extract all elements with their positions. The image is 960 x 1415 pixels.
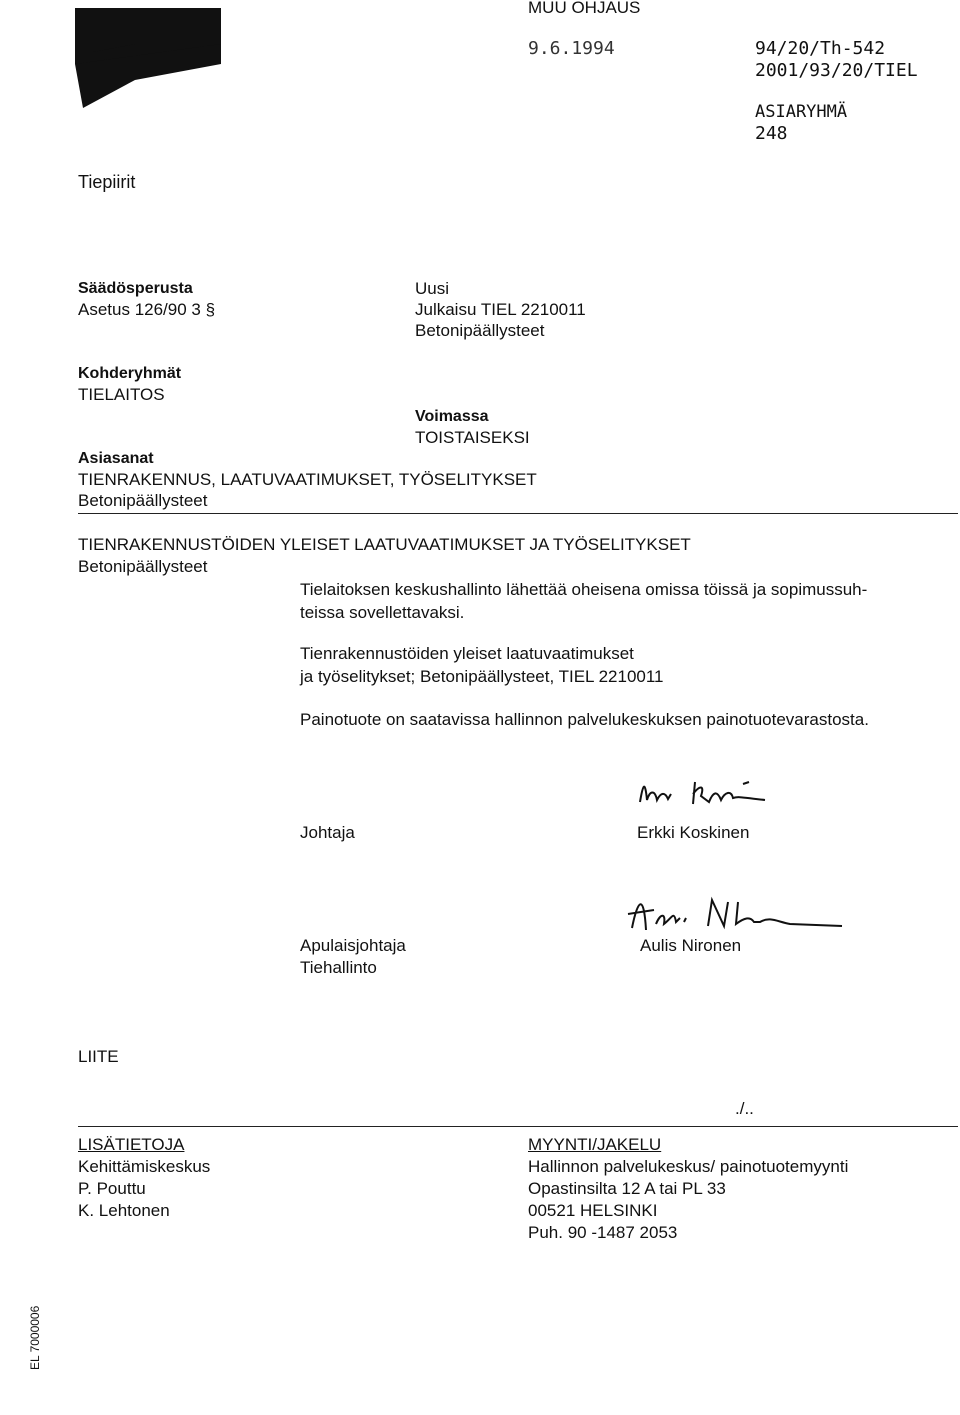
role-apulaisjohtaja: Apulaisjohtaja (300, 936, 406, 955)
paragraph-1-line-1: Tielaitoksen keskushallinto lähettää oheisena omissa töissä ja sopimussuh- (300, 580, 868, 599)
reference-number-1: 94/20/Th-542 (755, 38, 886, 59)
kohderyhmat-value: TIELAITOS (78, 385, 165, 404)
header-divider (78, 513, 958, 514)
myynti-jakelu-label: MYYNTI/JAKELU (528, 1135, 662, 1154)
recipient: Tiepiirit (78, 172, 136, 192)
liite-label: LIITE (78, 1047, 119, 1066)
name-aulis-nironen: Aulis Nironen (640, 936, 742, 955)
lisatietoja-line: Kehittämiskeskus (78, 1157, 211, 1176)
document-subtitle: Betonipäällysteet (78, 557, 208, 576)
myynti-jakelu-line: 00521 HELSINKI (528, 1201, 658, 1220)
paragraph-2-line-1: Tienrakennustöiden yleiset laatuvaatimukset (300, 644, 634, 663)
paragraph-1-line-2: teissa sovellettavaksi. (300, 603, 465, 622)
document-title: TIENRAKENNUSTÖIDEN YLEISET LAATUVAATIMUKSET JA TYÖSELITYKSET (78, 535, 691, 554)
tielaitos-logo (75, 0, 225, 110)
signature-koskinen (635, 772, 775, 812)
role-johtaja: Johtaja (300, 823, 355, 842)
lisatietoja-line: K. Lehtonen (78, 1201, 170, 1220)
asiasanat-value: TIENRAKENNUS, LAATUVAATIMUKSET, TYÖSELITYKSET (78, 470, 537, 489)
myynti-jakelu-line: Opastinsilta 12 A tai PL 33 (528, 1179, 726, 1198)
saadosperusta-value: Asetus 126/90 3 § (78, 300, 216, 319)
kohderyhmat-label: Kohderyhmät (78, 365, 182, 382)
uusi-label: Uusi (415, 279, 450, 298)
signature-nironen (620, 888, 850, 940)
myynti-jakelu-line: Hallinnon palvelukeskus/ painotuotemyynti (528, 1157, 849, 1176)
paragraph-2-line-2: ja työselitykset; Betonipäällysteet, TIEL 2210011 (300, 667, 664, 686)
lisatietoja-label: LISÄTIETOJA (78, 1135, 185, 1154)
document-type: MUU OHJAUS (528, 0, 641, 17)
asiaryhma-value: 248 (755, 123, 788, 144)
paragraph-3: Painotuote on saatavissa hallinnon palvelukeskuksen painotuotevarastosta. (300, 710, 869, 729)
julkaisu-name: Betonipäällysteet (415, 321, 545, 340)
reference-number-2: 2001/93/20/TIEL (755, 60, 918, 81)
myynti-jakelu-line: Puh. 90 -1487 2053 (528, 1223, 678, 1242)
asiasanat-label: Asiasanat (78, 450, 154, 467)
asiasanat-value-2: Betonipäällysteet (78, 491, 208, 510)
asiaryhma-label: ASIARYHMÄ (755, 102, 848, 122)
name-erkki-koskinen: Erkki Koskinen (637, 823, 750, 842)
voimassa-label: Voimassa (415, 408, 489, 425)
julkaisu-number: Julkaisu TIEL 2210011 (415, 300, 586, 319)
voimassa-value: TOISTAISEKSI (415, 428, 530, 447)
document-date: 9.6.1994 (528, 38, 615, 59)
side-document-code (20, 1290, 60, 1380)
lisatietoja-line: P. Pouttu (78, 1179, 146, 1198)
role-tiehallinto: Tiehallinto (300, 958, 377, 977)
continuation-mark: ./.. (735, 1099, 754, 1118)
saadosperusta-label: Säädösperusta (78, 280, 193, 297)
footer-divider (78, 1126, 958, 1127)
side-code-text: EL 7000006 (28, 1305, 42, 1370)
